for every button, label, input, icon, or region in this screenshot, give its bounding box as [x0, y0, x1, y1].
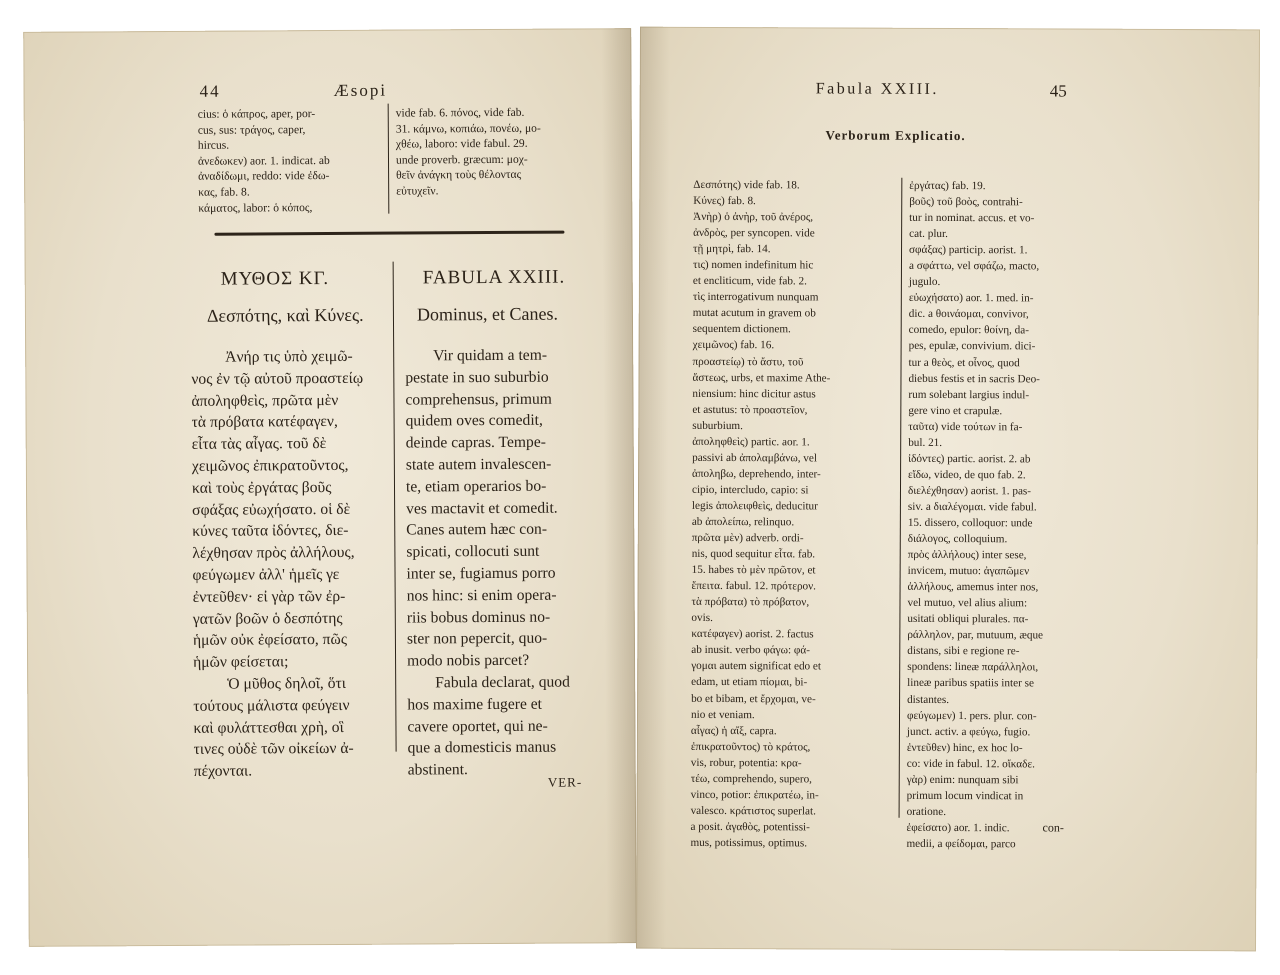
vocab-line: vinco, potior: ἐπικρατέω, in- — [690, 788, 819, 802]
notes-left-column — [198, 106, 331, 216]
text-line: ves mactavit et comedit. — [406, 499, 558, 518]
vocab-left-column — [690, 177, 831, 852]
text-line: ἀποληφθεὶς, πρῶτα μὲν — [191, 391, 339, 410]
vocab-line: εὐωχήσατο) aor. 1. med. in- — [908, 292, 1034, 305]
vocab-line: co: vide in fabul. 12. οἴκαδε. — [906, 757, 1035, 771]
vocab-line: et encliticum, vide fab. 2. — [692, 275, 807, 288]
vocab-line: vis, robur, potentia: κρα- — [690, 756, 802, 770]
vocab-line: cat. plur. — [909, 227, 948, 241]
text-line: Fabula declarat, quod — [435, 673, 570, 692]
text-line: te, etiam operarios bo- — [405, 477, 547, 496]
vocab-line: pes, epulæ, convivium. dici- — [908, 340, 1036, 353]
vocab-line: dic. a θοινάομαι, convivor, — [908, 308, 1029, 321]
vocab-line: sequentem dictionem. — [692, 323, 791, 336]
vocab-line: πρῶτα μὲν) adverb. ordi- — [691, 531, 804, 545]
note-line: κάματος, labor: ὁ κόπος, — [198, 200, 313, 215]
note-line: vide fab. 6. πόνος, vide fab. — [395, 105, 525, 120]
vocab-line: diebus festis et in sacris Deo- — [908, 372, 1040, 385]
note-line: hircus. — [197, 138, 230, 152]
vocab-line: χειμῶνος) fab. 16. — [692, 339, 775, 352]
running-head: Fabula XXIII. — [815, 80, 939, 98]
section-rule — [214, 231, 564, 236]
vocab-line: suburbium. — [692, 419, 743, 432]
vocab-line: ab ἀπολείπω, relinquo. — [691, 515, 795, 529]
vocab-line: ἔπειτα. fabul. 12. πρότερον. — [691, 580, 817, 593]
vocab-line: κατέφαγεν) aorist. 2. factus — [691, 628, 814, 641]
note-line: ἀνεδωκεν) aor. 1. indicat. ab — [197, 153, 330, 168]
greek-subtitle: Δεσπότης, καὶ Κύνες. — [206, 304, 364, 326]
note-line: 31. κάμνω, κοπιάω, πονέω, μο- — [395, 121, 541, 136]
vocab-line: bo et bibam, et ἔρχομαι, ve- — [691, 692, 816, 705]
text-line: τούτους μάλιστα φεύγειν — [193, 696, 350, 715]
vocab-line: valesco. κράτιστος superlat. — [690, 804, 816, 818]
vocab-line: usitati obliqui plurales. πα- — [907, 613, 1029, 626]
vocab-line: niensium: hinc dicitur astus — [692, 387, 816, 401]
vocab-line: edam, ut etiam πίομαι, bi- — [691, 676, 808, 689]
vocab-line: vel mutuo, vel alius alium: — [907, 597, 1028, 610]
vocab-line: ἰδόντες) partic. aorist. 2. ab — [908, 452, 1031, 466]
vocab-line: a posit. ἀγαθὸς, potentissi- — [690, 820, 810, 834]
column-divider — [899, 178, 903, 818]
text-line: Vir quidam a tem- — [433, 346, 548, 365]
vocab-line: lineæ paribus spatiis inter se — [907, 677, 1034, 690]
gutter-shadow — [601, 28, 637, 943]
vocab-line: ab inusit. verbo φάγω: φά- — [691, 644, 810, 657]
note-line: εὐτυχεῖν. — [396, 184, 439, 198]
text-line: ἐντεῦθεν· εἰ γὰρ τῶν ἐρ- — [192, 587, 346, 606]
vocab-line: 15. habes τὸ μὲν πρῶτον, et — [691, 564, 816, 577]
text-line: que a domesticis manus — [407, 738, 557, 757]
text-line: χειμῶνος ἐπικρατοῦντος, — [191, 456, 349, 475]
vocab-right-column — [906, 178, 1045, 853]
vocab-line: legis ἀπολειφθεὶς, deducitur — [691, 499, 818, 513]
text-line: nos hinc: si enim opera- — [406, 586, 557, 605]
text-line: quidem oves comedit, — [405, 412, 543, 430]
catchword: con- — [1042, 820, 1064, 835]
text-line: λέχθησαν πρὸς ἀλλήλους, — [192, 544, 355, 563]
vocab-line: Ἀνὴρ) ὁ ἀνὴρ, τοῦ ἀνέρος, — [693, 210, 814, 224]
vocab-line: αἶγας) ἡ αἴξ, capra. — [690, 724, 777, 737]
note-line: cius: ὁ κάπρος, aper, por- — [197, 107, 316, 121]
vocab-line: ἀποληβω, deprehendo, inter- — [692, 467, 821, 481]
vocab-line: passivi ab ἀπολαμβάνω, vel — [692, 451, 818, 465]
text-line: state autem invalescen- — [405, 455, 552, 474]
note-line: ἀναδίδωμι, reddo: vide ἐδω- — [198, 169, 330, 184]
vocab-line: cipio, intercludo, capio: si — [691, 483, 809, 497]
vocab-line: διελέχθησαν) aorist. 1. pas- — [907, 484, 1032, 498]
text-line: καὶ τοὺς ἐργάτας βοῦς — [191, 478, 332, 497]
vocab-line: ἐργάτας) fab. 19. — [909, 179, 986, 193]
text-line: πέχονται. — [193, 762, 253, 780]
vocab-line: πρὸς ἀλλήλους) inter sese, — [907, 548, 1027, 562]
vocab-line: nio et veniam. — [690, 708, 755, 721]
text-line: spicati, collocuti sunt — [406, 542, 540, 561]
note-line: unde proverb. græcum: μοχ- — [395, 152, 528, 167]
vocab-line: σφάξας) particip. aorist. 1. — [909, 244, 1028, 257]
vocab-line: ἐπικρατοῦντος) τὸ κράτος, — [690, 740, 811, 754]
vocab-line: bul. 21. — [908, 436, 943, 449]
text-line: abstinent. — [407, 761, 468, 779]
text-line: καὶ φυλάττεσθαι χρὴ, οἳ — [193, 718, 344, 737]
greek-fable-text — [191, 346, 365, 783]
text-line: modo nobis parcet? — [407, 651, 530, 670]
vocab-line: rum solebant largius indul- — [908, 388, 1030, 401]
vocab-line: nis, quod sequitur εἶτα. fab. — [691, 547, 816, 561]
text-line: σφάξας εὐωχήσατο. οἱ δὲ — [192, 500, 351, 519]
vocab-line: ἀλλήλους, amemus inter nos, — [907, 580, 1039, 594]
greek-title: ΜΥΘΟΣ ΚΓ. — [220, 268, 330, 290]
text-line: pestate in suo suburbio — [405, 368, 549, 387]
latin-fable-text — [405, 345, 570, 782]
vocab-line: διάλογος, colloquium. — [907, 532, 1008, 546]
vocab-line: primum locum vindicat in — [906, 789, 1024, 803]
vocab-line: ἀποληφθεὶς) partic. aor. 1. — [692, 435, 810, 449]
vocab-line: distantes. — [907, 693, 950, 706]
text-line: cavere oportet, qui ne- — [407, 717, 548, 736]
page-number: 45 — [1049, 81, 1067, 101]
text-line: deinde capras. Tempe- — [405, 433, 546, 452]
note-line: cus, sus: τράγος, caper, — [197, 122, 306, 137]
vocab-line: ovis. — [691, 612, 713, 625]
note-line: χθέω, laboro: vide fabul. 29. — [395, 136, 528, 151]
vocab-line: jugulo. — [908, 276, 941, 289]
text-line: ἡμῶν φείσεται; — [193, 653, 289, 671]
column-divider — [388, 104, 390, 214]
vocab-line: comedo, epulor: θοίνη, da- — [908, 324, 1029, 337]
vocab-line: medii, a φείδομαι, parco — [906, 837, 1016, 851]
vocab-line: gere vino et crapulæ. — [908, 404, 1003, 417]
text-line: riis bobus dominus no- — [406, 608, 551, 627]
vocab-line: ταῦτα) vide τούτων in fa- — [908, 420, 1023, 434]
text-line: Ἀνήρ τις ὑπὸ χειμῶ- — [225, 347, 353, 366]
vocab-line: τὶς interrogativum nunquam — [692, 291, 819, 304]
latin-title: FABULA XXIII. — [422, 266, 566, 289]
vocab-line: τὰ πρόβατα) τὸ πρόβατον, — [691, 596, 810, 609]
text-line: ster non pepercit, quo- — [406, 630, 548, 648]
vocab-line: ράλληλον, par, mutuum, æque — [907, 629, 1044, 642]
vocab-line: Κύνες) fab. 8. — [693, 194, 756, 208]
vocab-line: a σφάττω, vel σφάζω, macto, — [908, 260, 1040, 273]
page-number: 44 — [199, 81, 221, 101]
vocab-line: ἄστεως, urbs, et maxime Athe- — [692, 371, 831, 385]
vocab-line: ἐφείσατο) aor. 1. indic. — [906, 821, 1010, 835]
running-head: Æsopi — [333, 80, 388, 100]
latin-subtitle: Dominus, et Canes. — [416, 303, 559, 325]
text-line: ἡμῶν οὐκ ἐφείσατο, πῶς — [192, 631, 348, 650]
gutter-shadow — [636, 27, 670, 949]
text-line: γατῶν βοῶν ὁ δεσπότης — [192, 609, 343, 628]
vocab-line: τῇ μητρὶ, fab. 14. — [693, 243, 771, 256]
vocab-line: 15. dissero, colloquor: unde — [907, 516, 1033, 530]
vocab-line: invicem, mutuo: ἀγαπῶμεν — [907, 564, 1030, 578]
vocab-line: oratione. — [906, 805, 947, 818]
column-divider — [393, 262, 397, 752]
text-line: νος ἐν τῷ αὐτοῦ προαστείῳ — [191, 369, 364, 388]
right-page — [636, 27, 1260, 952]
text-line: inter se, fugiamus porro — [406, 564, 556, 583]
vocab-line: ἐντεῦθεν) hinc, ex hoc lo- — [906, 741, 1023, 754]
vocab-line: Δεσπότης) vide fab. 18. — [693, 178, 800, 192]
text-line: τὰ πρόβατα κατέφαγεν, — [191, 413, 338, 432]
note-line: θεῖν ἀνάγκη τοὺς θέλοντας — [396, 168, 522, 182]
text-line: Ὁ μῦθος δηλοῖ, ὅτι — [227, 674, 347, 693]
left-page — [23, 28, 637, 947]
text-line: εἶτα τὰς αἶγας. τοῦ δὲ — [191, 435, 327, 454]
vocab-line: spondens: lineæ παράλληλοι, — [907, 661, 1039, 674]
catchword: VER- — [547, 774, 583, 790]
text-line: φεύγωμεν ἀλλ' ἡμεῖς γε — [192, 565, 340, 584]
vocab-line: προαστείῳ) τὸ ἄστυ, τοῦ — [692, 355, 804, 368]
vocab-line: tur in nominat. accus. et vo- — [909, 211, 1035, 225]
vocab-line: mus, potissimus, optimus. — [690, 836, 808, 850]
vocab-line: junct. activ. a φεύγω, fugio. — [906, 725, 1031, 738]
vocab-line: siv. a διαλέγομαι. vide fabul. — [907, 500, 1037, 514]
vocab-line: distans, sibi e regione re- — [907, 645, 1020, 658]
vocab-line: τέω, comprehendo, supero, — [690, 772, 813, 786]
section-title: Verborum Explicatio. — [825, 127, 966, 144]
vocab-line: ἀνδρὸς, per syncopen. vide — [693, 227, 815, 240]
vocab-line: βοῦς) τοῦ βοὸς, contrahi- — [909, 195, 1023, 209]
notes-right-column — [396, 105, 542, 199]
vocab-line: εἴδω, video, de quo fab. 2. — [908, 468, 1026, 482]
text-line: comprehensus, primum — [405, 390, 552, 409]
text-line: Canes autem hæc con- — [406, 521, 548, 539]
vocab-line: mutat acutum in gravem ob — [692, 307, 816, 320]
vocab-line: γὰρ) enim: nunquam sibi — [906, 773, 1019, 787]
vocab-line: τις) nomen indefinitum hic — [692, 259, 814, 272]
vocab-line: tur a θεὸς, et οἶνος, quod — [908, 356, 1020, 369]
vocab-line: φεύγωμεν) 1. pers. plur. con- — [906, 709, 1037, 722]
vocab-line: γομαι autem significat edo et — [691, 660, 822, 673]
text-line: hos maxime fugere et — [407, 695, 543, 714]
vocab-line: et astutus: τὸ προαστεῖον, — [692, 403, 808, 417]
text-line: τινες οὐδὲ τῶν οἰκείων ἀ- — [193, 740, 354, 759]
text-line: κύνες ταῦτα ἰδόντες, διε- — [192, 522, 349, 541]
note-line: κας, fab. 8. — [198, 185, 250, 199]
